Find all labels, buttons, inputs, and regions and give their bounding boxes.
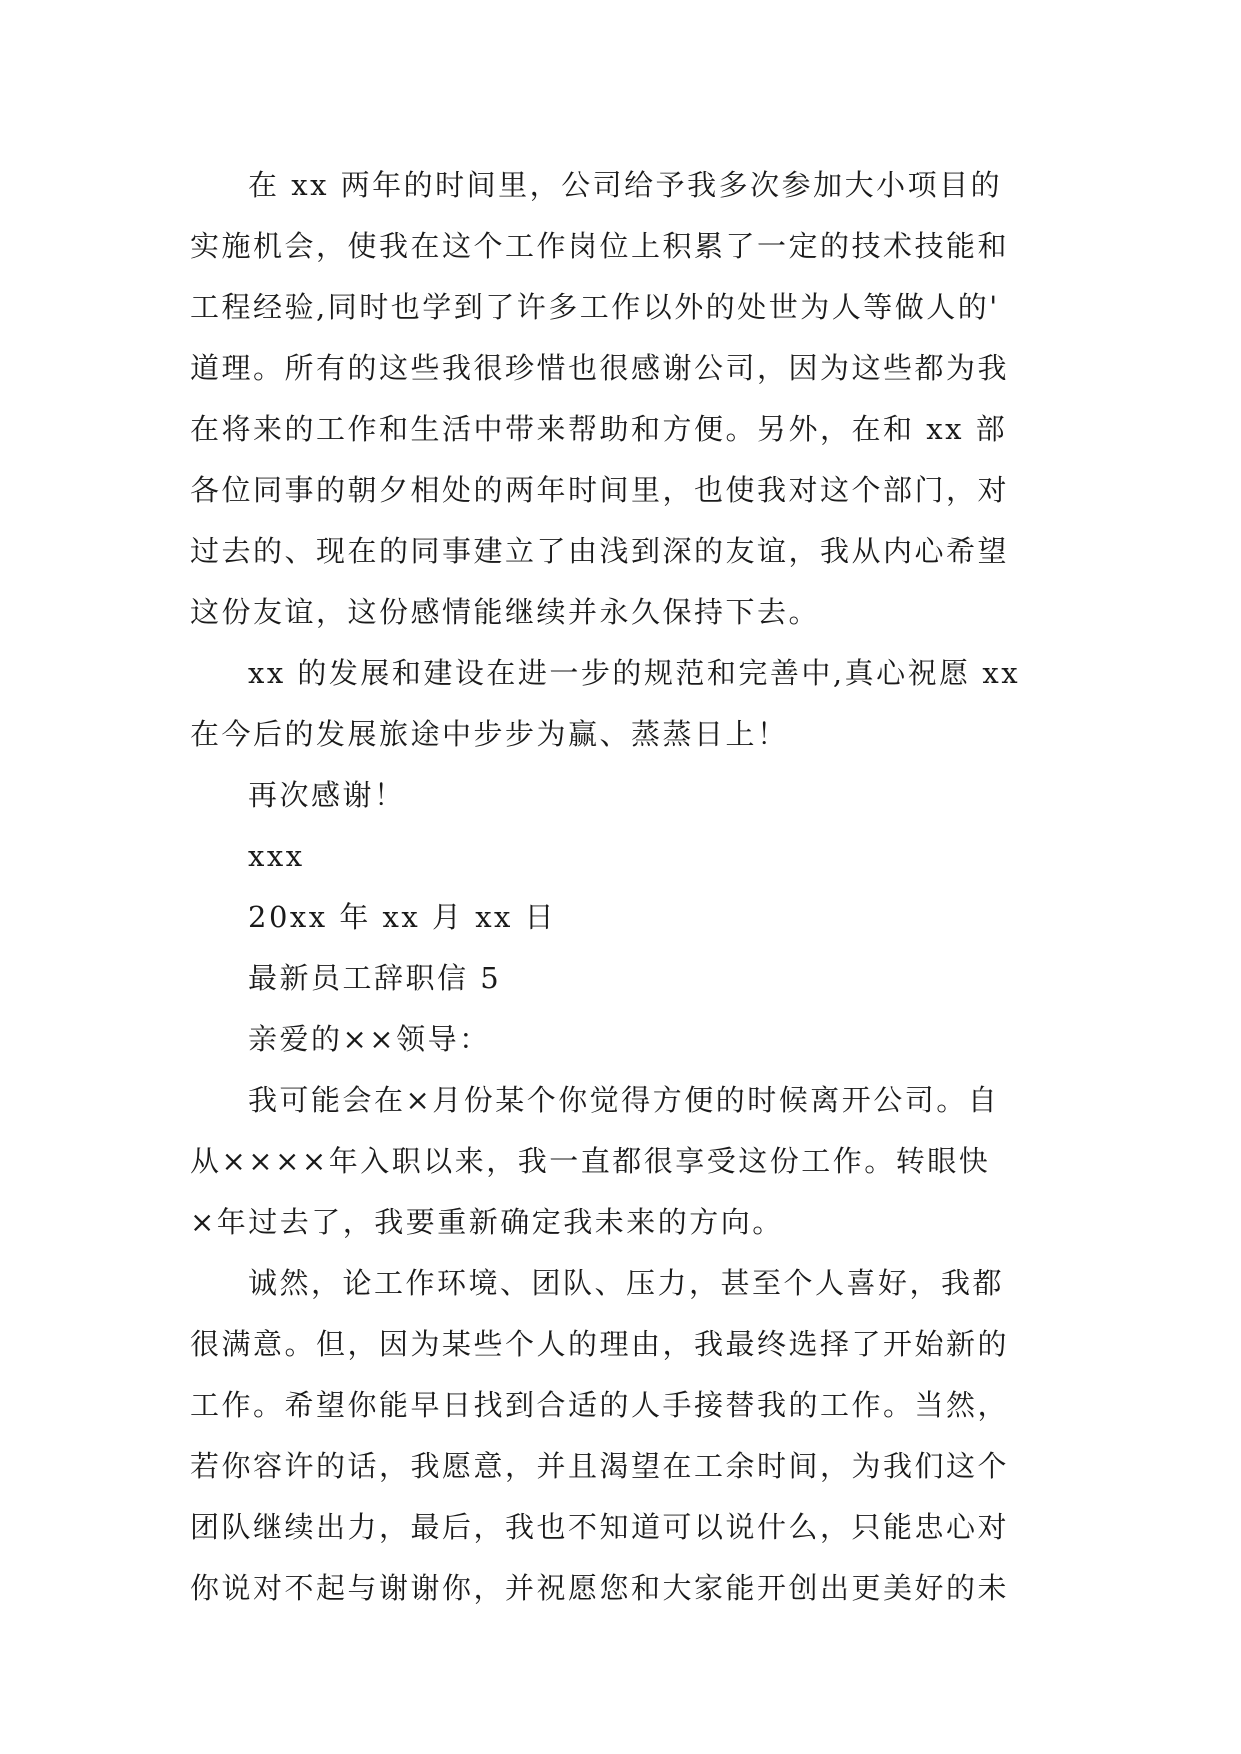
text-line: 很满意。但，因为某些个人的理由，我最终选择了开始新的 (190, 1327, 1010, 1361)
text-line: 你说对不起与谢谢你，并祝愿您和大家能开创出更美好的未 (190, 1571, 1010, 1605)
text-line: 这份友谊，这份感情能继续并永久保持下去。 (190, 595, 821, 629)
text-line: 从××××年入职以来，我一直都很享受这份工作。转眼快 (190, 1144, 991, 1178)
paragraph-gratitude (190, 155, 1060, 643)
document-body (190, 155, 1060, 1619)
salutation: 亲爱的××领导： (248, 1022, 491, 1056)
paragraph-reasons (190, 1253, 1060, 1619)
text-line: 道理。所有的这些我很珍惜也很感谢公司，因为这些都为我 (190, 351, 1010, 385)
thanks-again: 再次感谢！ (248, 778, 406, 812)
text-line: 工作。希望你能早日找到合适的人手接替我的工作。当然， (190, 1388, 1010, 1422)
signature-name: xxx (248, 839, 305, 873)
text-line: xx 的发展和建设在进一步的规范和完善中,真心祝愿 xx (248, 656, 1021, 690)
paragraph-wishes (190, 643, 1060, 765)
section-title: 最新员工辞职信 5 (248, 961, 502, 995)
text-line: 团队继续出力，最后，我也不知道可以说什么，只能忠心对 (190, 1510, 1010, 1544)
text-line: 若你容许的话，我愿意，并且渴望在工余时间，为我们这个 (190, 1449, 1010, 1483)
text-line: 过去的、现在的同事建立了由浅到深的友谊，我从内心希望 (190, 534, 1010, 568)
signature-date: 20xx 年 xx 月 xx 日 (248, 900, 557, 934)
text-line: ×年过去了，我要重新确定我未来的方向。 (190, 1205, 784, 1239)
text-line: 在 xx 两年的时间里，公司给予我多次参加大小项目的 (248, 168, 1003, 202)
paragraph-leaving-notice (190, 1070, 1060, 1253)
text-line: 我可能会在×月份某个你觉得方便的时候离开公司。自 (248, 1083, 1000, 1117)
text-line: 实施机会，使我在这个工作岗位上积累了一定的技术技能和 (190, 229, 1010, 263)
text-line: 工程经验,同时也学到了许多工作以外的处世为人等做人的' (190, 290, 1000, 324)
text-line: 在今后的发展旅途中步步为赢、蒸蒸日上！ (190, 717, 789, 751)
text-line: 各位同事的朝夕相处的两年时间里，也使我对这个部门，对 (190, 473, 1010, 507)
text-line: 诚然，论工作环境、团队、压力，甚至个人喜好，我都 (248, 1266, 1005, 1300)
text-line: 在将来的工作和生活中带来帮助和方便。另外，在和 xx 部 (190, 412, 1008, 446)
